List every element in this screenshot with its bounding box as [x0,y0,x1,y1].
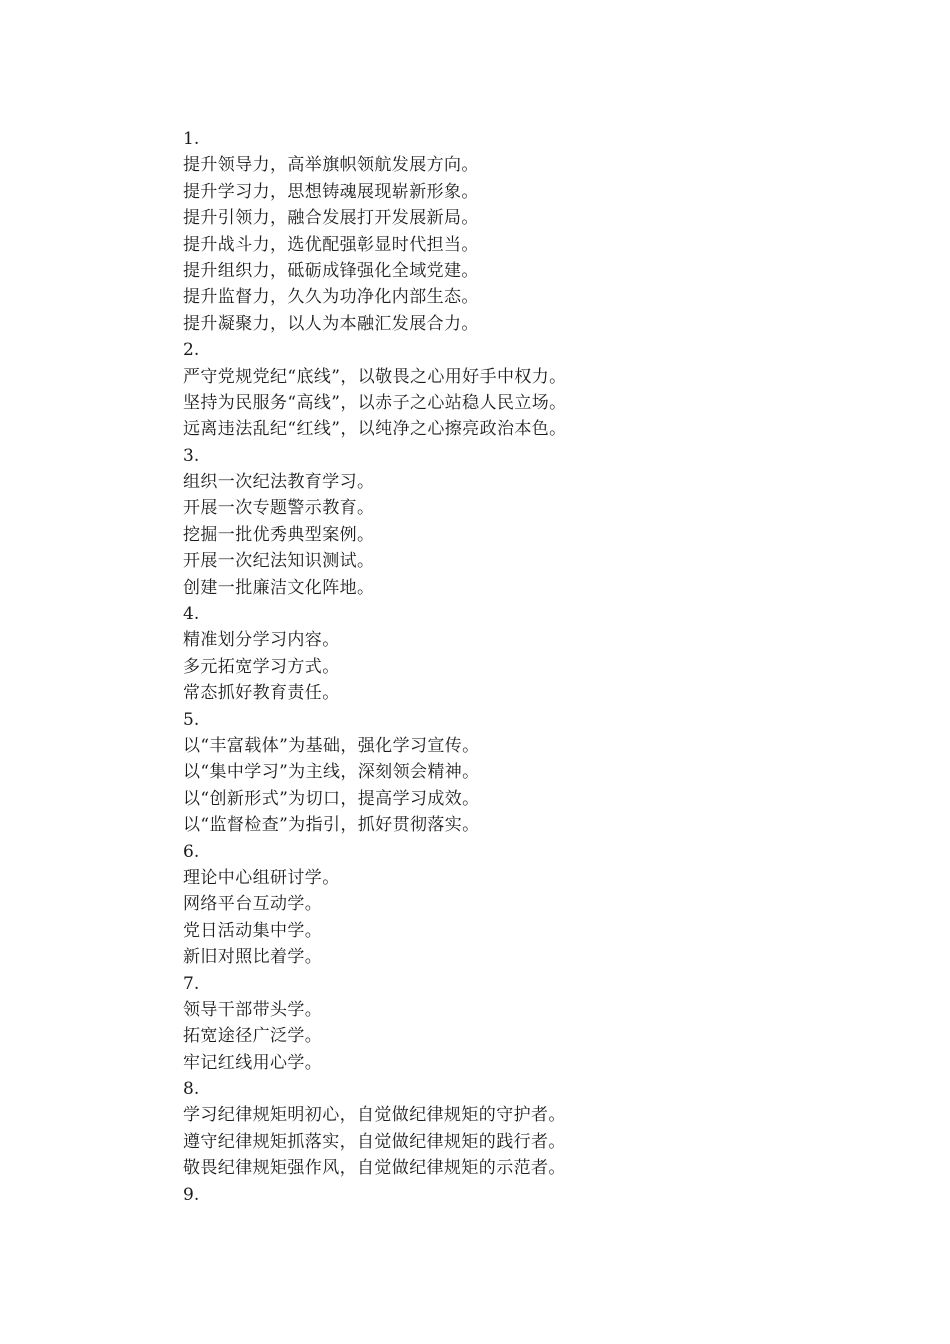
list-item: 提升领导力，高举旗帜领航发展方向。 [183,155,479,176]
list-item: 常态抓好教育责任。 [183,683,340,704]
section-number: 1. [183,129,200,149]
list-section [183,601,883,707]
list-item: 开展一次专题警示教育。 [183,498,375,519]
list-item: 拓宽途径广泛学。 [183,1026,323,1047]
list-item: 领导干部带头学。 [183,999,323,1020]
section-number: 2. [183,340,200,361]
list-item: 提升凝聚力，以人为本融汇发展合力。 [183,313,479,334]
list-item: 理论中心组研讨学。 [183,867,340,888]
list-section [183,337,883,443]
section-number: 6. [183,841,200,862]
section-number: 3. [183,445,200,466]
list-item: 挖掘一批优秀典型案例。 [183,524,375,545]
list-item: 以“集中学习”为主线，深刻领会精神。 [183,762,480,783]
list-item: 多元拓宽学习方式。 [183,656,340,677]
list-item: 精准划分学习内容。 [183,630,340,651]
list-item: 开展一次纪法知识测试。 [183,551,375,572]
list-section [183,707,883,839]
list-item: 网络平台互动学。 [183,894,323,915]
section-number: 7. [183,973,200,994]
list-item: 提升监督力，久久为功净化内部生态。 [183,287,479,308]
list-section [183,839,883,971]
list-item: 坚持为民服务“高线”，以赤子之心站稳人民立场。 [183,392,567,413]
list-section [183,126,883,337]
list-item: 组织一次纪法教育学习。 [183,472,375,493]
list-item: 提升组织力，砥砺成锋强化全域党建。 [183,260,479,281]
list-item: 提升战斗力，选优配强彰显时代担当。 [183,234,479,255]
list-item: 以“监督检查”为指引，抓好贯彻落实。 [183,815,480,836]
list-item: 提升学习力，思想铸魂展现崭新形象。 [183,181,479,202]
section-number: 5. [183,709,200,730]
section-number: 4. [183,604,200,625]
list-item: 新旧对照比着学。 [183,947,323,968]
list-item: 党日活动集中学。 [183,920,323,941]
list-item: 学习纪律规矩明初心，自觉做纪律规矩的守护者。 [183,1105,566,1126]
list-section [183,1076,883,1182]
list-section [183,971,883,1077]
list-item: 敬畏纪律规矩强作风，自觉做纪律规矩的示范者。 [183,1158,566,1179]
list-section [183,443,883,601]
document-body [183,126,883,1208]
list-item: 以“创新形式”为切口，提高学习成效。 [183,788,480,809]
list-item: 以“丰富载体”为基础，强化学习宣传。 [183,735,480,756]
list-item: 牢记红线用心学。 [183,1052,323,1073]
section-number: 8. [183,1079,200,1100]
list-item: 严守党规党纪“底线”，以敬畏之心用好手中权力。 [183,366,567,387]
list-item: 提升引领力，融合发展打开发展新局。 [183,208,479,229]
list-item: 远离违法乱纪“红线”，以纯净之心擦亮政治本色。 [183,419,567,440]
list-section [183,1182,883,1208]
list-item: 创建一批廉洁文化阵地。 [183,577,375,598]
list-item: 遵守纪律规矩抓落实，自觉做纪律规矩的践行者。 [183,1131,566,1152]
section-number: 9. [183,1184,200,1205]
